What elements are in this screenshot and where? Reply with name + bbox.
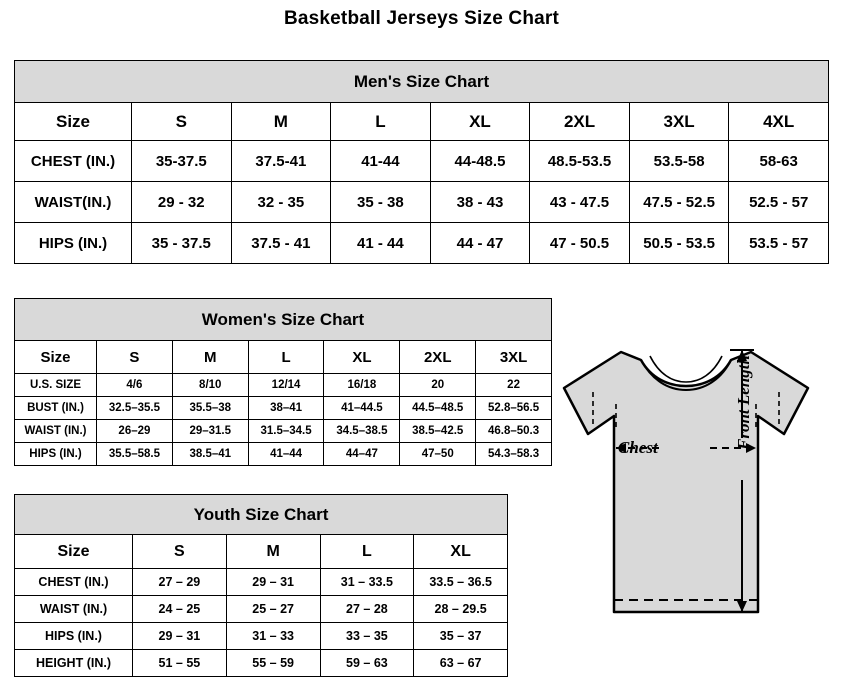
table-cell: 34.5–38.5 [324,420,400,443]
table-cell: 50.5 - 53.5 [629,223,729,264]
table-cell: 35 - 38 [331,182,431,223]
column-header: XL [414,535,508,569]
table-row [15,374,552,397]
table-cell: 29 – 31 [133,623,227,650]
column-header: 2XL [400,341,476,374]
table-cell: 47.5 - 52.5 [629,182,729,223]
row-label: U.S. SIZE [15,374,97,397]
table-cell: 35.5–38 [172,397,248,420]
row-label: WAIST(IN.) [15,182,132,223]
table-cell: 33.5 – 36.5 [414,569,508,596]
table-cell: 29 - 32 [132,182,232,223]
column-header: XL [324,341,400,374]
column-header: XL [430,103,530,141]
table-cell: 53.5 - 57 [729,223,829,264]
row-label: CHEST (IN.) [15,569,133,596]
table-cell: 53.5-58 [629,141,729,182]
table-cell: 28 – 29.5 [414,596,508,623]
column-header: 3XL [476,341,552,374]
table-row [15,650,508,677]
table-cell: 31 – 33.5 [320,569,414,596]
table-cell: 26–29 [97,420,173,443]
column-header: S [133,535,227,569]
column-header: Size [15,341,97,374]
table-cell: 35-37.5 [132,141,232,182]
column-header: 2XL [530,103,630,141]
column-header: S [132,103,232,141]
table-cell: 51 – 55 [133,650,227,677]
mens-size-table [14,60,829,264]
table-cell: 38.5–42.5 [400,420,476,443]
table-title-row [15,495,508,535]
table-cell: 55 – 59 [226,650,320,677]
table-cell: 38.5–41 [172,443,248,466]
table-cell: 58-63 [729,141,829,182]
table-cell: 32 - 35 [231,182,331,223]
jersey-measurement-diagram [546,330,836,670]
row-label: WAIST (IN.) [15,420,97,443]
table-row [15,623,508,650]
column-header: Size [15,535,133,569]
table-cell: 12/14 [248,374,324,397]
table-cell: 54.3–58.3 [476,443,552,466]
column-header: Size [15,103,132,141]
table-cell: 44–47 [324,443,400,466]
table-cell: 52.5 - 57 [729,182,829,223]
column-header: L [320,535,414,569]
table-cell: 25 – 27 [226,596,320,623]
column-header: M [172,341,248,374]
table-cell: 38–41 [248,397,324,420]
table-cell: 47–50 [400,443,476,466]
table-cell: 63 – 67 [414,650,508,677]
table-cell: 27 – 28 [320,596,414,623]
page-title: Basketball Jerseys Size Chart [283,8,560,29]
row-label: HIPS (IN.) [15,223,132,264]
table-row [15,596,508,623]
table-cell: 8/10 [172,374,248,397]
table-cell: 35 – 37 [414,623,508,650]
row-label: BUST (IN.) [15,397,97,420]
row-label: HIPS (IN.) [15,443,97,466]
table-cell: 38 - 43 [430,182,530,223]
neck-ribbing [650,356,722,382]
mens-size-chart [14,60,829,264]
youth-chart-title: Youth Size Chart [15,495,508,535]
table-cell: 41-44 [331,141,431,182]
table-row [15,569,508,596]
column-header: L [331,103,431,141]
column-header: M [226,535,320,569]
table-cell: 41–44 [248,443,324,466]
table-cell: 27 – 29 [133,569,227,596]
table-cell: 43 - 47.5 [530,182,630,223]
table-row [15,223,829,264]
table-cell: 37.5-41 [231,141,331,182]
row-label: CHEST (IN.) [15,141,132,182]
row-label: WAIST (IN.) [15,596,133,623]
table-cell: 37.5 - 41 [231,223,331,264]
table-cell: 16/18 [324,374,400,397]
table-cell: 44-48.5 [430,141,530,182]
table-cell: 41 - 44 [331,223,431,264]
row-label: HEIGHT (IN.) [15,650,133,677]
table-cell: 52.8–56.5 [476,397,552,420]
youth-size-table [14,494,508,677]
column-header: M [231,103,331,141]
table-row [15,443,552,466]
table-cell: 35.5–58.5 [97,443,173,466]
womens-chart-title: Women's Size Chart [15,299,552,341]
table-cell: 24 – 25 [133,596,227,623]
column-header: 4XL [729,103,829,141]
table-cell: 46.8–50.3 [476,420,552,443]
table-header-row [15,341,552,374]
table-cell: 29–31.5 [172,420,248,443]
table-cell: 35 - 37.5 [132,223,232,264]
column-header: S [97,341,173,374]
table-row [15,420,552,443]
womens-size-chart [14,298,552,466]
column-header: 3XL [629,103,729,141]
table-cell: 44 - 47 [430,223,530,264]
table-cell: 31 – 33 [226,623,320,650]
youth-size-chart [14,494,508,677]
front-length-measure-label: Front Length [734,355,753,450]
table-cell: 48.5-53.5 [530,141,630,182]
table-cell: 4/6 [97,374,173,397]
table-cell: 20 [400,374,476,397]
table-row [15,397,552,420]
chest-measure-label: Chest [618,438,658,457]
table-cell: 22 [476,374,552,397]
table-cell: 31.5–34.5 [248,420,324,443]
table-header-row [15,535,508,569]
table-cell: 32.5–35.5 [97,397,173,420]
row-label: HIPS (IN.) [15,623,133,650]
table-cell: 33 – 35 [320,623,414,650]
table-row [15,182,829,223]
table-cell: 41–44.5 [324,397,400,420]
table-cell: 59 – 63 [320,650,414,677]
womens-size-table [14,298,552,466]
table-cell: 47 - 50.5 [530,223,630,264]
table-title-row [15,299,552,341]
column-header: L [248,341,324,374]
mens-chart-title: Men's Size Chart [15,61,829,103]
table-header-row [15,103,829,141]
table-cell: 44.5–48.5 [400,397,476,420]
table-row [15,141,829,182]
table-title-row [15,61,829,103]
jersey-shirt-icon [546,330,836,670]
table-cell: 29 – 31 [226,569,320,596]
